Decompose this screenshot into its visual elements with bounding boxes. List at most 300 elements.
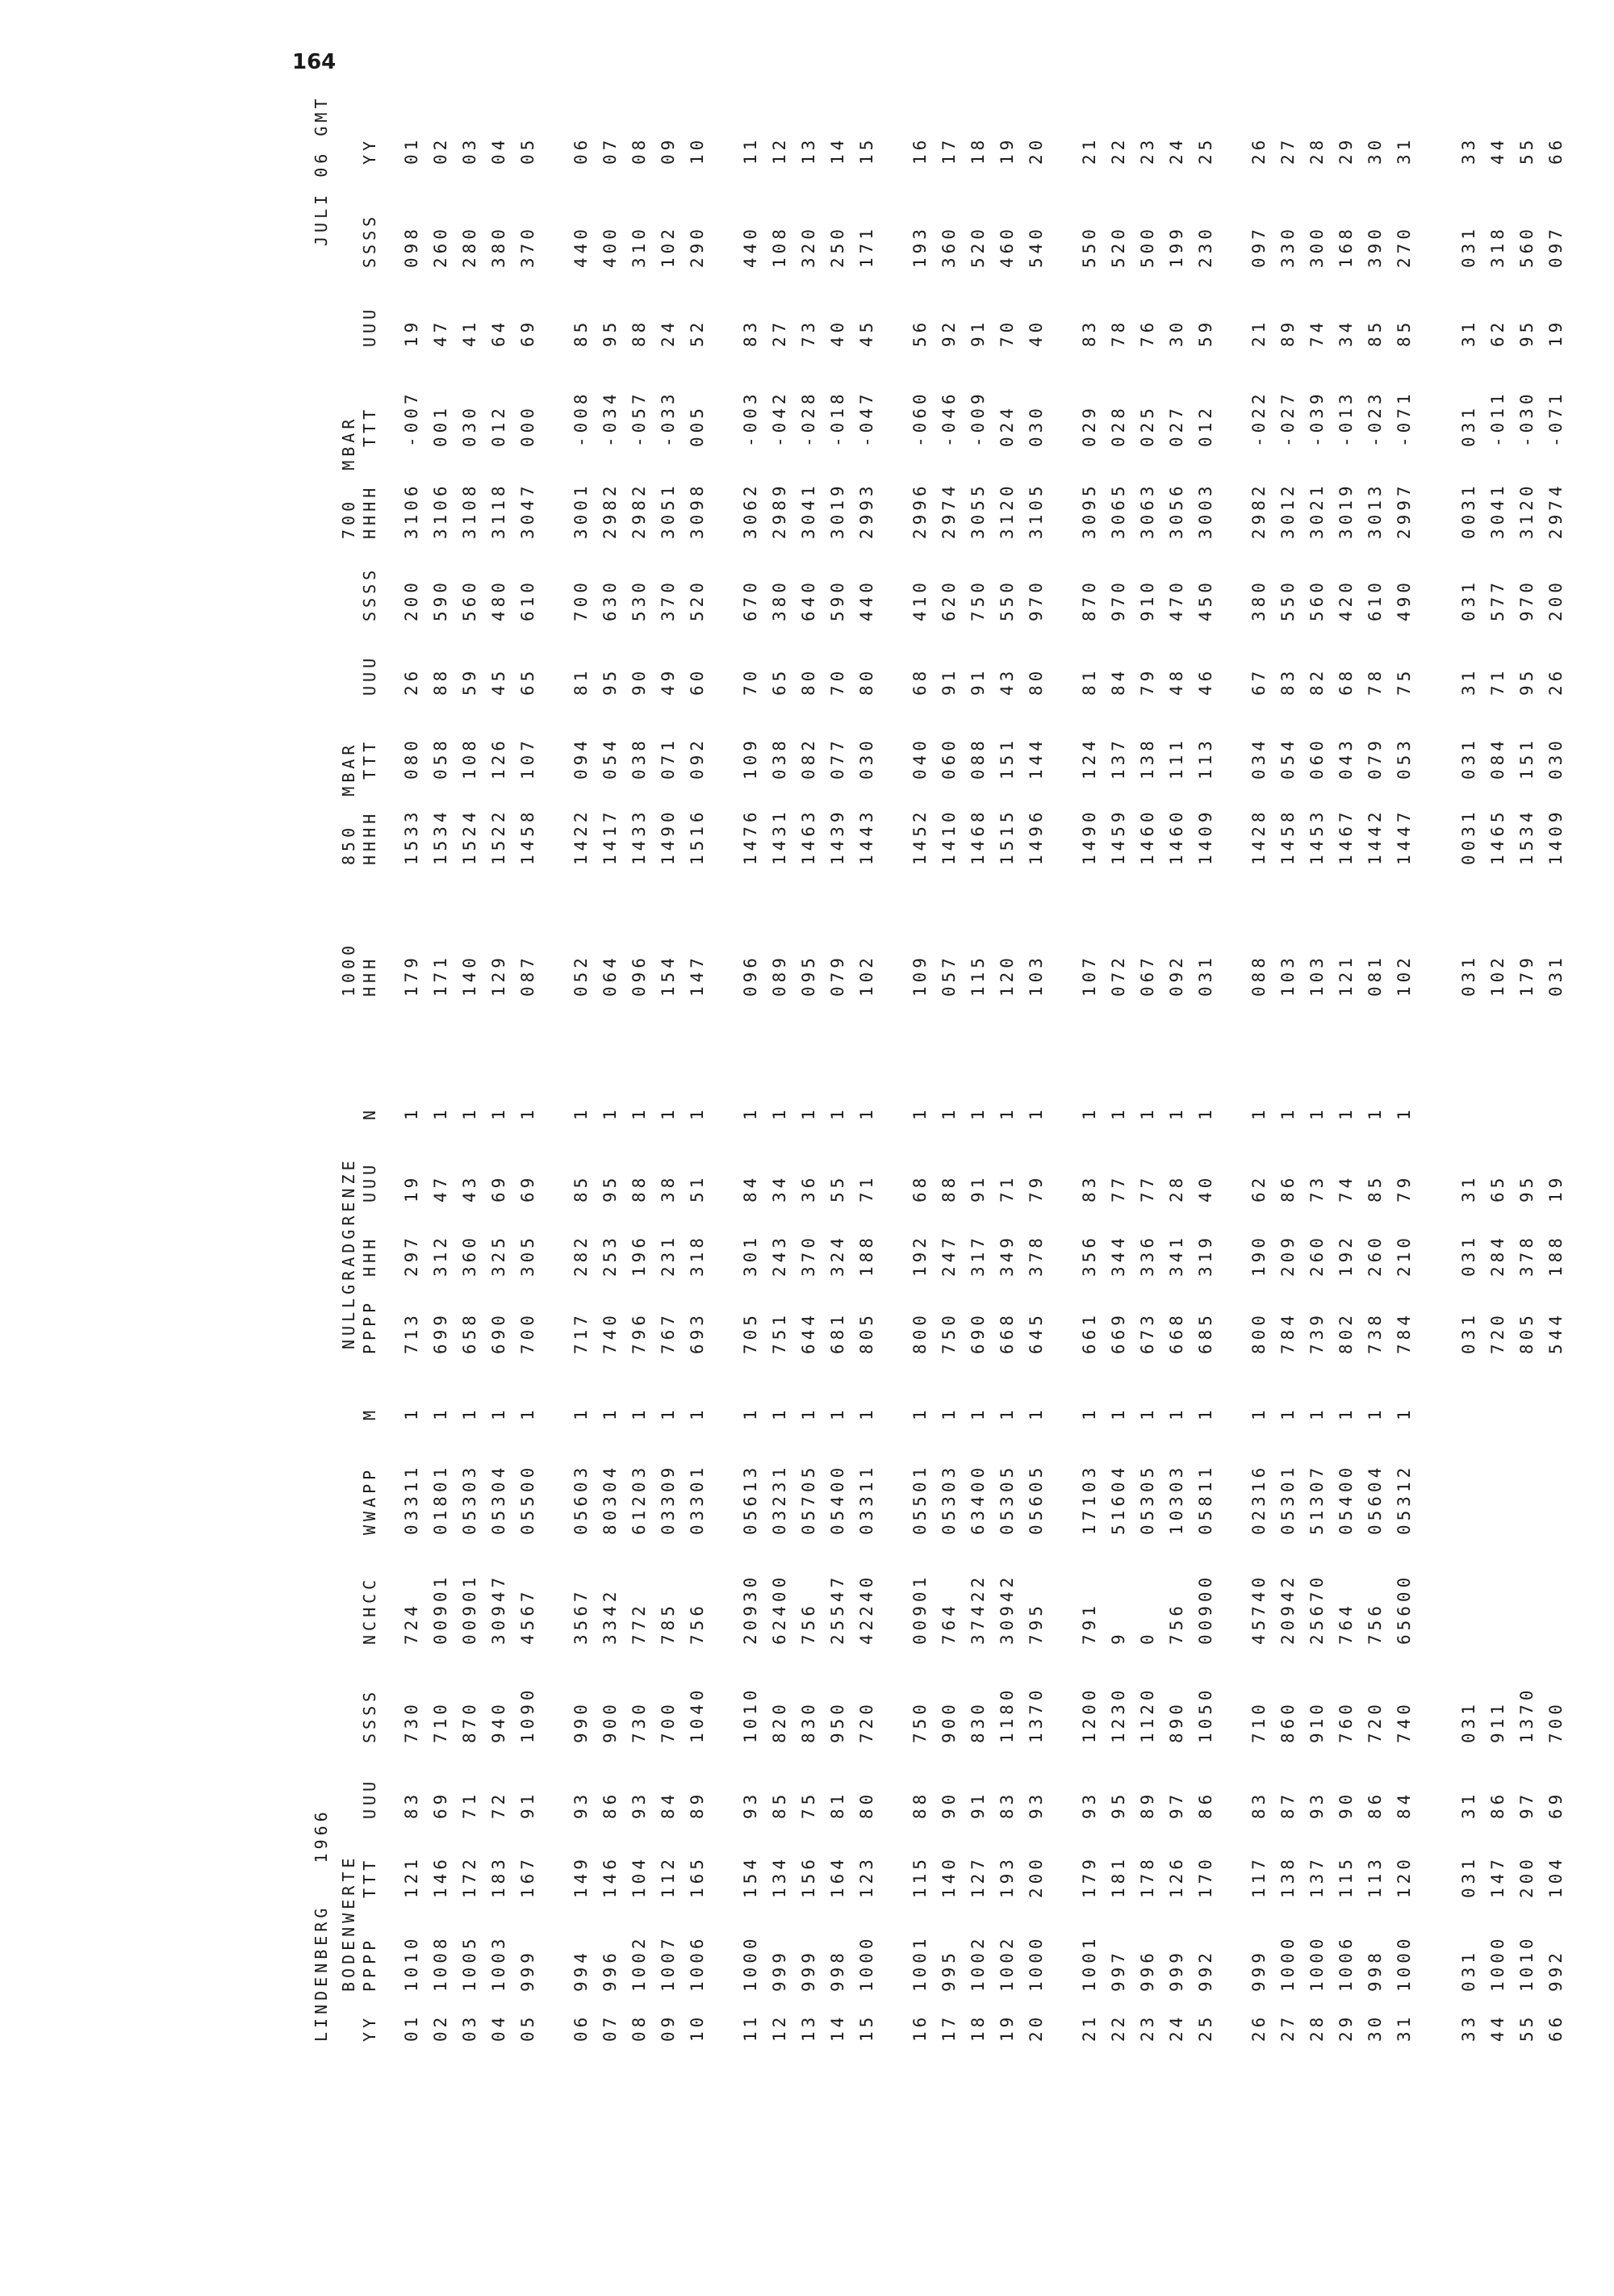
cell-nullgrad-n: 1	[1307, 1106, 1327, 1120]
cell-nullgrad-hhh: 356	[1080, 1234, 1099, 1277]
cell-nullgrad-uuu: 47	[431, 1173, 450, 1202]
cell-bodenwerte-ttt: 183	[489, 1855, 508, 1898]
cell-bodenwerte-uuu: 86	[1196, 1790, 1215, 1819]
cell-850-uuu: 31	[1459, 667, 1478, 696]
cell-700-hhhh: 3095	[1080, 482, 1099, 539]
cell-bodenwerte-pppp: 992	[1546, 1949, 1566, 1992]
cell-700-ssss: 440	[571, 225, 591, 268]
cell-nullgrad-n: 1	[1278, 1106, 1298, 1120]
cell-bodenwerte-ttt: 115	[1336, 1855, 1356, 1898]
cell-bodenwerte-pppp: 1001	[1080, 1934, 1099, 1992]
cell-nullgrad-uuu: 69	[489, 1173, 508, 1202]
table-row	[905, 105, 935, 2042]
cell-850-ttt: 054	[1278, 737, 1298, 780]
cell-nullgrad-n: 1	[688, 1106, 707, 1120]
cell-m: 1	[1196, 1406, 1215, 1420]
cell-nullgrad-hhh: 319	[1196, 1234, 1215, 1277]
cell-yy: 18	[968, 2013, 988, 2042]
cell-700-hhhh: 3120	[997, 482, 1017, 539]
cell-850-ttt: 088	[968, 737, 988, 780]
cell-m: 1	[828, 1406, 847, 1420]
cell-yy-right: 19	[997, 136, 1017, 165]
cell-1000-hhh: 079	[828, 954, 847, 997]
cell-850-ssss: 560	[460, 579, 479, 621]
table-row	[1244, 105, 1273, 2042]
cell-yy: 11	[741, 2013, 760, 2042]
cell-wwapp: 63400	[968, 1463, 988, 1535]
cell-m: 1	[489, 1406, 508, 1420]
cell-bodenwerte-ttt: 200	[1517, 1855, 1537, 1898]
cell-850-ssss: 577	[1488, 579, 1507, 621]
column-header-850-ttt: TTT	[360, 738, 379, 780]
cell-nullgrad-pppp: 738	[1365, 1311, 1385, 1354]
cell-nchcc: 795	[1027, 1602, 1046, 1645]
cell-850-ttt: 111	[1167, 737, 1186, 780]
column-header-850-uuu: UUU	[360, 654, 379, 696]
column-header-nchcc: NCHCC	[360, 1575, 379, 1645]
cell-wwapp: 03309	[659, 1463, 678, 1535]
cell-nullgrad-hhh: 190	[1249, 1234, 1269, 1277]
cell-bodenwerte-ttt: 127	[968, 1855, 988, 1898]
cell-nullgrad-n: 1	[770, 1106, 789, 1120]
column-header-850-ssss: SSSS	[360, 566, 379, 621]
cell-bodenwerte-pppp: 1002	[968, 1934, 988, 1992]
cell-bodenwerte-uuu: 93	[741, 1790, 760, 1819]
cell-850-ttt: 071	[659, 737, 678, 780]
cell-700-hhhh: 2982	[629, 482, 649, 539]
cell-850-ttt: 060	[1307, 737, 1327, 780]
cell-850-uuu: 80	[1027, 667, 1046, 696]
cell-nullgrad-pppp: 796	[629, 1311, 649, 1354]
cell-1000-hhh: 103	[1307, 954, 1327, 997]
cell-850-ssss: 590	[431, 579, 450, 621]
cell-nullgrad-hhh: 301	[741, 1234, 760, 1277]
cell-700-ssss: 260	[431, 225, 450, 268]
cell-nullgrad-n: 1	[1394, 1106, 1414, 1120]
cell-700-hhhh: 3019	[828, 482, 847, 539]
cell-850-ttt: 030	[1546, 737, 1566, 780]
cell-850-ttt: 038	[629, 737, 649, 780]
cell-850-ttt: 060	[939, 737, 959, 780]
cell-yy: 17	[939, 2013, 959, 2042]
cell-nullgrad-n: 1	[629, 1106, 649, 1120]
cell-bodenwerte-ttt: 126	[1167, 1855, 1186, 1898]
cell-700-uuu: 95	[1517, 318, 1537, 347]
cell-700-uuu: 52	[688, 318, 707, 347]
cell-yy: 04	[489, 2013, 508, 2042]
cell-700-uuu: 78	[1109, 318, 1128, 347]
cell-nchcc: 00901	[431, 1573, 450, 1645]
cell-nullgrad-uuu: 88	[629, 1173, 649, 1202]
cell-850-hhhh: 1468	[968, 808, 988, 865]
cell-yy-right: 25	[1196, 136, 1215, 165]
cell-m: 1	[431, 1406, 450, 1420]
cell-700-ttt: -034	[600, 390, 620, 447]
cell-850-ttt: 137	[1109, 737, 1128, 780]
cell-700-hhhh: 2974	[939, 482, 959, 539]
cell-bodenwerte-ttt: 147	[1488, 1855, 1507, 1898]
cell-bodenwerte-ttt: 121	[402, 1855, 421, 1898]
table-row	[794, 105, 823, 2042]
cell-850-uuu: 70	[741, 667, 760, 696]
cell-700-hhhh: 2982	[1249, 482, 1269, 539]
cell-bodenwerte-ttt: 167	[518, 1855, 537, 1898]
cell-nullgrad-hhh: 341	[1167, 1234, 1186, 1277]
cell-700-uuu: 40	[828, 318, 847, 347]
cell-yy: 20	[1027, 2013, 1046, 2042]
cell-bodenwerte-pppp: 1000	[1394, 1934, 1414, 1992]
cell-850-ttt: 034	[1249, 737, 1269, 780]
cell-bodenwerte-ssss: 1120	[1138, 1686, 1157, 1743]
cell-700-uuu: 70	[997, 318, 1017, 347]
cell-850-ssss: 490	[1394, 579, 1414, 621]
cell-850-ttt: 113	[1196, 737, 1215, 780]
cell-yy-right: 31	[1394, 136, 1414, 165]
cell-850-ttt: 054	[600, 737, 620, 780]
cell-wwapp: 05304	[489, 1463, 508, 1535]
cell-nullgrad-hhh: 210	[1394, 1234, 1414, 1277]
cell-nullgrad-uuu: 65	[1488, 1173, 1507, 1202]
cell-700-uuu: 76	[1138, 318, 1157, 347]
cell-nullgrad-pppp: 544	[1546, 1311, 1566, 1354]
cell-850-hhhh: 1467	[1336, 808, 1356, 865]
cell-nullgrad-uuu: 31	[1459, 1173, 1478, 1202]
cell-700-hhhh: 2997	[1394, 482, 1414, 539]
cell-nullgrad-pppp: 805	[1517, 1311, 1537, 1354]
date-title: JULI 06 GMT	[312, 94, 331, 246]
cell-850-uuu: 80	[799, 667, 818, 696]
cell-bodenwerte-ttt: 104	[629, 1855, 649, 1898]
cell-bodenwerte-uuu: 81	[828, 1790, 847, 1819]
table-row	[654, 105, 683, 2042]
cell-700-hhhh: 3106	[402, 482, 421, 539]
cell-700-ssss: 318	[1488, 225, 1507, 268]
cell-bodenwerte-ssss: 911	[1488, 1700, 1507, 1743]
cell-700-ttt: -008	[571, 390, 591, 447]
cell-nchcc: 756	[1167, 1602, 1186, 1645]
cell-850-ssss: 870	[1080, 579, 1099, 621]
cell-1000-hhh: 072	[1109, 954, 1128, 997]
cell-bodenwerte-ttt: 170	[1196, 1855, 1215, 1898]
cell-850-ttt: 126	[489, 737, 508, 780]
cell-850-hhhh: 1431	[770, 808, 789, 865]
cell-850-uuu: 48	[1167, 667, 1186, 696]
cell-bodenwerte-uuu: 90	[939, 1790, 959, 1819]
cell-700-ssss: 168	[1336, 225, 1356, 268]
cell-nullgrad-uuu: 77	[1138, 1173, 1157, 1202]
cell-bodenwerte-ssss: 720	[857, 1700, 876, 1743]
table-row	[397, 105, 426, 2042]
cell-bodenwerte-ttt: 179	[1080, 1855, 1099, 1898]
cell-700-ssss: 280	[460, 225, 479, 268]
table-row	[1390, 105, 1419, 2042]
cell-700-hhhh: 3021	[1307, 482, 1327, 539]
table-row	[567, 105, 596, 2042]
cell-850-hhhh: 1534	[431, 808, 450, 865]
cell-nullgrad-pppp: 784	[1394, 1311, 1414, 1354]
cell-1000-hhh: 081	[1365, 954, 1385, 997]
cell-bodenwerte-uuu: 84	[659, 1790, 678, 1819]
cell-700-uuu: 64	[489, 318, 508, 347]
cell-bodenwerte-pppp: 999	[518, 1949, 537, 1992]
cell-nchcc: 756	[799, 1602, 818, 1645]
cell-850-hhhh: 1442	[1365, 808, 1385, 865]
cell-850-ttt: 107	[518, 737, 537, 780]
cell-nchcc: 4567	[518, 1587, 537, 1645]
cell-nchcc: 764	[939, 1602, 959, 1645]
cell-nullgrad-uuu: 73	[1307, 1173, 1327, 1202]
cell-bodenwerte-ssss: 990	[571, 1700, 591, 1743]
cell-m: 1	[1138, 1406, 1157, 1420]
cell-850-hhhh: 1458	[518, 808, 537, 865]
cell-nullgrad-n: 1	[741, 1106, 760, 1120]
cell-850-uuu: 78	[1365, 667, 1385, 696]
cell-nullgrad-hhh: 324	[828, 1234, 847, 1277]
cell-nullgrad-uuu: 71	[857, 1173, 876, 1202]
cell-700-ttt: 012	[489, 404, 508, 447]
cell-bodenwerte-ssss: 700	[1546, 1700, 1566, 1743]
cell-bodenwerte-ssss: 860	[1278, 1700, 1298, 1743]
cell-nullgrad-uuu: 95	[1517, 1173, 1537, 1202]
column-header-bodenwerte-pppp: PPPP	[360, 1936, 379, 1992]
cell-nchcc: 00901	[460, 1573, 479, 1645]
cell-700-ssss: 550	[1080, 225, 1099, 268]
cell-850-ssss: 380	[1249, 579, 1269, 621]
cell-nullgrad-n: 1	[1249, 1106, 1269, 1120]
cell-wwapp: 05303	[460, 1463, 479, 1535]
cell-wwapp: 05303	[939, 1463, 959, 1535]
cell-yy-right: 66	[1546, 136, 1566, 165]
cell-850-ssss: 470	[1167, 579, 1186, 621]
cell-850-ssss: 610	[1365, 579, 1385, 621]
cell-850-ttt: 080	[402, 737, 421, 780]
cell-1000-hhh: 067	[1138, 954, 1157, 997]
cell-bodenwerte-pppp: 999	[799, 1949, 818, 1992]
cell-nullgrad-uuu: 91	[968, 1173, 988, 1202]
cell-700-ttt: -011	[1488, 390, 1507, 447]
cell-bodenwerte-uuu: 84	[1394, 1790, 1414, 1819]
cell-700-uuu: 59	[1196, 318, 1215, 347]
cell-bodenwerte-pppp: 997	[1109, 1949, 1128, 1992]
cell-m: 1	[857, 1406, 876, 1420]
table-row	[1022, 105, 1051, 2042]
cell-bodenwerte-ttt: 120	[1394, 1855, 1414, 1898]
cell-850-uuu: 91	[968, 667, 988, 696]
cell-1000-hhh: 103	[1027, 954, 1046, 997]
table-row	[1162, 105, 1191, 2042]
cell-bodenwerte-uuu: 71	[460, 1790, 479, 1819]
cell-700-uuu: 88	[629, 318, 649, 347]
cell-700-hhhh: 3047	[518, 482, 537, 539]
cell-nullgrad-pppp: 645	[1027, 1311, 1046, 1354]
cell-m: 1	[1394, 1406, 1414, 1420]
column-header-700-hhhh: HHHH	[360, 483, 379, 539]
cell-nullgrad-pppp: 668	[1167, 1311, 1186, 1354]
cell-700-hhhh: 2989	[770, 482, 789, 539]
cell-m: 1	[1080, 1406, 1099, 1420]
cell-850-uuu: 65	[770, 667, 789, 696]
cell-nchcc: 65600	[1394, 1573, 1414, 1645]
cell-1000-hhh: 102	[1394, 954, 1414, 997]
cell-bodenwerte-ttt: 178	[1138, 1855, 1157, 1898]
cell-m: 1	[1167, 1406, 1186, 1420]
cell-700-ttt: -023	[1365, 390, 1385, 447]
cell-wwapp: 17103	[1080, 1463, 1099, 1535]
cell-bodenwerte-pppp: 996	[1138, 1949, 1157, 1992]
cell-bodenwerte-ttt: 193	[997, 1855, 1017, 1898]
cell-nullgrad-pppp: 750	[939, 1311, 959, 1354]
column-header-yy: YY	[360, 2014, 379, 2042]
table-row	[993, 105, 1022, 2042]
cell-700-ttt: -013	[1336, 390, 1356, 447]
table-row	[1483, 105, 1512, 2042]
cell-bodenwerte-ssss: 910	[1307, 1700, 1327, 1743]
cell-700-ttt: -047	[857, 390, 876, 447]
cell-850-uuu: 65	[518, 667, 537, 696]
cell-850-ssss: 970	[1517, 579, 1537, 621]
cell-850-ttt: 043	[1336, 737, 1356, 780]
cell-nullgrad-n: 1	[968, 1106, 988, 1120]
cell-yy: 09	[659, 2013, 678, 2042]
cell-850-ssss: 620	[939, 579, 959, 621]
cell-nullgrad-n: 1	[997, 1106, 1017, 1120]
cell-nullgrad-uuu: 38	[659, 1173, 678, 1202]
cell-bodenwerte-pppp: 999	[770, 1949, 789, 1992]
cell-850-uuu: 81	[571, 667, 591, 696]
cell-nullgrad-pppp: 720	[1488, 1311, 1507, 1354]
cell-850-hhhh: 1439	[828, 808, 847, 865]
cell-1000-hhh: 096	[629, 954, 649, 997]
cell-850-hhhh: 1460	[1167, 808, 1186, 865]
cell-nullgrad-pppp: 690	[968, 1311, 988, 1354]
cell-850-ssss: 610	[518, 579, 537, 621]
cell-1000-hhh: 031	[1196, 954, 1215, 997]
cell-m: 1	[968, 1406, 988, 1420]
cell-700-uuu: 62	[1488, 318, 1507, 347]
cell-nullgrad-n: 1	[1080, 1106, 1099, 1120]
cell-700-ssss: 250	[828, 225, 847, 268]
cell-bodenwerte-pppp: 031	[1459, 1949, 1478, 1992]
cell-nullgrad-pppp: 031	[1459, 1311, 1478, 1354]
cell-m: 1	[659, 1406, 678, 1420]
cell-nullgrad-uuu: 43	[460, 1173, 479, 1202]
cell-wwapp: 03311	[857, 1463, 876, 1535]
cell-nullgrad-n: 1	[799, 1106, 818, 1120]
cell-1000-hhh: 092	[1167, 954, 1186, 997]
cell-nullgrad-uuu: 88	[939, 1173, 959, 1202]
cell-wwapp: 05500	[518, 1463, 537, 1535]
cell-850-hhhh: 0031	[1459, 808, 1478, 865]
column-header-700-uuu: UUU	[360, 305, 379, 347]
cell-bodenwerte-ssss: 730	[402, 1700, 421, 1743]
column-header-850-hhhh: HHHH	[360, 809, 379, 865]
cell-1000-hhh: 129	[489, 954, 508, 997]
cell-700-ttt: -007	[402, 390, 421, 447]
cell-700-ssss: 500	[1138, 225, 1157, 268]
cell-yy: 06	[571, 2013, 591, 2042]
cell-850-uuu: 84	[1109, 667, 1128, 696]
cell-nullgrad-uuu: 79	[1394, 1173, 1414, 1202]
cell-850-ssss: 670	[741, 579, 760, 621]
column-header-yy-right: YY	[360, 136, 379, 165]
cell-bodenwerte-uuu: 89	[1138, 1790, 1157, 1819]
cell-yy: 13	[799, 2013, 818, 2042]
cell-nullgrad-hhh: 378	[1027, 1234, 1046, 1277]
cell-bodenwerte-pppp: 999	[1249, 1949, 1269, 1992]
cell-850-ttt: 084	[1488, 737, 1507, 780]
table-row	[1075, 105, 1104, 2042]
cell-wwapp: 05312	[1394, 1463, 1414, 1535]
cell-700-ttt: -003	[741, 390, 760, 447]
cell-700-hhhh: 2993	[857, 482, 876, 539]
column-header-m: M	[360, 1406, 379, 1420]
cell-700-ttt: 024	[997, 404, 1017, 447]
cell-yy: 10	[688, 2013, 707, 2042]
cell-700-uuu: 85	[1394, 318, 1414, 347]
cell-bodenwerte-ssss: 750	[910, 1700, 930, 1743]
cell-nullgrad-uuu: 77	[1109, 1173, 1128, 1202]
cell-bodenwerte-uuu: 91	[518, 1790, 537, 1819]
cell-yy: 33	[1459, 2013, 1478, 2042]
cell-wwapp: 51307	[1307, 1463, 1327, 1535]
cell-wwapp: 03301	[688, 1463, 707, 1535]
cell-nullgrad-pppp: 739	[1307, 1311, 1327, 1354]
cell-bodenwerte-uuu: 97	[1517, 1790, 1537, 1819]
cell-nullgrad-hhh: 297	[402, 1234, 421, 1277]
cell-bodenwerte-ttt: 149	[571, 1855, 591, 1898]
cell-700-ttt: 005	[688, 404, 707, 447]
cell-wwapp: 05501	[910, 1463, 930, 1535]
cell-yy: 19	[997, 2013, 1017, 2042]
cell-bodenwerte-pppp: 1000	[1307, 1934, 1327, 1992]
cell-nullgrad-uuu: 40	[1196, 1173, 1215, 1202]
cell-850-ssss: 480	[489, 579, 508, 621]
cell-m: 1	[688, 1406, 707, 1420]
cell-m: 1	[1336, 1406, 1356, 1420]
cell-yy-right: 18	[968, 136, 988, 165]
cell-bodenwerte-ssss: 940	[489, 1700, 508, 1743]
cell-1000-hhh: 087	[518, 954, 537, 997]
cell-700-uuu: 73	[799, 318, 818, 347]
group-nullgradgrenze: NULLGRADGRENZE	[339, 1156, 358, 1349]
cell-nullgrad-pppp: 767	[659, 1311, 678, 1354]
cell-700-ttt: -018	[828, 390, 847, 447]
cell-700-ttt: 012	[1196, 404, 1215, 447]
cell-nullgrad-uuu: 79	[1027, 1173, 1046, 1202]
cell-850-ssss: 380	[770, 579, 789, 621]
cell-wwapp: 05305	[1138, 1463, 1157, 1535]
cell-bodenwerte-ssss: 1010	[741, 1686, 760, 1743]
cell-m: 1	[770, 1406, 789, 1420]
cell-wwapp: 01801	[431, 1463, 450, 1535]
cell-700-uuu: 83	[741, 318, 760, 347]
cell-nchcc: 785	[659, 1602, 678, 1645]
cell-850-uuu: 68	[1336, 667, 1356, 696]
cell-nchcc: 42240	[857, 1573, 876, 1645]
cell-700-ssss: 097	[1546, 225, 1566, 268]
cell-nchcc: 3342	[600, 1587, 620, 1645]
cell-nullgrad-n: 1	[1167, 1106, 1186, 1120]
cell-bodenwerte-ssss: 700	[659, 1700, 678, 1743]
cell-nullgrad-pppp: 668	[997, 1311, 1017, 1354]
cell-1000-hhh: 154	[659, 954, 678, 997]
cell-yy-right: 22	[1109, 136, 1128, 165]
cell-nullgrad-n: 1	[1027, 1106, 1046, 1120]
cell-bodenwerte-ttt: 140	[939, 1855, 959, 1898]
cell-nullgrad-uuu: 84	[741, 1173, 760, 1202]
cell-700-uuu: 40	[1027, 318, 1046, 347]
cell-bodenwerte-ssss: 830	[799, 1700, 818, 1743]
